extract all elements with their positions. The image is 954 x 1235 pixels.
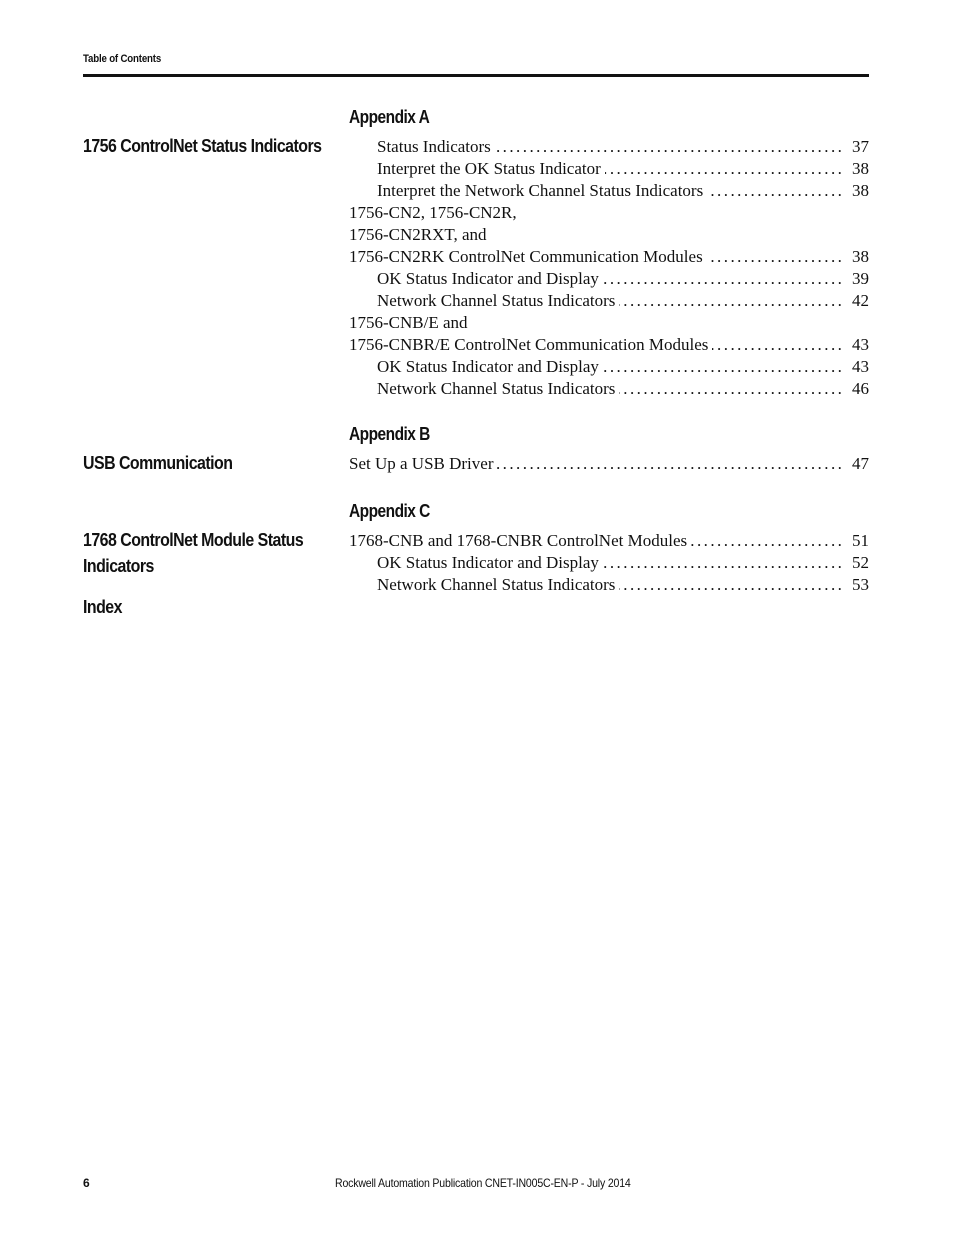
appendix-b-heading: Appendix B <box>349 424 430 444</box>
appendix-b-title[interactable]: USB Communication <box>83 452 233 473</box>
toc-entry-heading-line: 1756-CNB/E and <box>349 313 468 332</box>
toc-entry[interactable]: OK Status Indicator and Display . . . 39 <box>349 268 869 290</box>
toc-entry-heading-line: 1756-CN2, 1756-CN2R, <box>349 203 517 222</box>
toc-entry[interactable]: OK Status Indicator and Display . . . 52 <box>349 552 869 574</box>
toc-entry[interactable]: OK Status Indicator and Display . . . 43 <box>349 356 869 378</box>
toc-entry[interactable]: Network Channel Status Indicators . . . 46 <box>349 378 869 400</box>
toc-entry[interactable]: Network Channel Status Indicators . . . 42 <box>349 290 869 312</box>
appendix-c-heading: Appendix C <box>349 501 430 521</box>
toc-entry[interactable]: 1768-CNB and 1768-CNBR ControlNet Modules . . . 51 <box>349 530 869 552</box>
publication-footer: Rockwell Automation Publication CNET-IN005C-EN-P - July 2014 <box>335 1176 631 1190</box>
toc-entry[interactable]: Set Up a USB Driver . . . 47 <box>349 453 869 475</box>
toc-entry[interactable]: Interpret the Network Channel Status Indicators . . . 38 <box>349 180 869 202</box>
toc-entry[interactable]: Interpret the OK Status Indicator . . . 38 <box>349 158 869 180</box>
appendix-a-title[interactable]: 1756 ControlNet Status Indicators <box>83 135 322 156</box>
page-number: 6 <box>83 1176 90 1190</box>
header-rule <box>83 74 869 77</box>
toc-entry[interactable]: Status Indicators . . . 37 <box>349 136 869 158</box>
appendix-a-entries <box>349 136 869 400</box>
appendix-b-entries <box>349 453 869 475</box>
appendix-c-entries <box>349 530 869 596</box>
toc-entry-heading-line: 1756-CN2RXT, and <box>349 225 487 244</box>
toc-entry[interactable]: 1756-CN2RK ControlNet Communication Modules . . . 38 <box>349 246 869 268</box>
running-header: Table of Contents <box>83 53 162 65</box>
toc-entry[interactable]: 1756-CNBR/E ControlNet Communication Modules . . . 43 <box>349 334 869 356</box>
appendix-a-heading: Appendix A <box>349 107 430 127</box>
appendix-c-title-line1[interactable]: 1768 ControlNet Module Status <box>83 529 304 550</box>
appendix-c-title-line2[interactable]: Indicators <box>83 555 154 576</box>
index-title[interactable]: Index <box>83 596 122 617</box>
toc-entry[interactable]: Network Channel Status Indicators . . . 53 <box>349 574 869 596</box>
